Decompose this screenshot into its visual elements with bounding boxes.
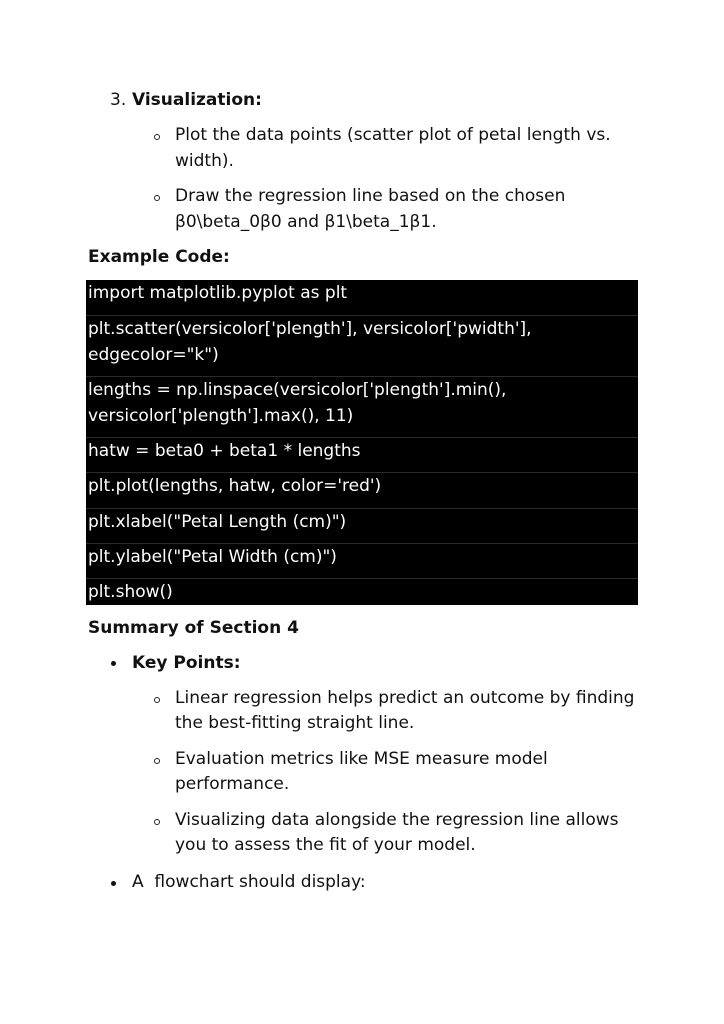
code-line: hatw = beta0 + beta1 * lengths [88, 441, 361, 461]
code-line: edgecolor="k") [88, 345, 219, 365]
visualization-bullet-2-line-2: β0\beta_0β0 and β1\beta_1β1. [175, 212, 437, 232]
key-point-2-line-2: performance. [175, 774, 290, 794]
code-line: lengths = np.linspace(versicolor['plength'].min(), [88, 380, 507, 400]
code-row [86, 543, 638, 579]
summary-heading: Summary of Section 4 [88, 618, 299, 638]
key-point-3-line-2: you to assess the fit of your model. [175, 835, 476, 855]
code-line: plt.show() [88, 582, 173, 602]
code-line: plt.xlabel("Petal Length (cm)") [88, 512, 347, 532]
flowchart-text: A flowchart should display: [132, 872, 366, 892]
code-row [86, 578, 638, 606]
circle-bullet-icon [154, 134, 160, 140]
code-line: import matplotlib.pyplot as plt [88, 283, 348, 303]
circle-bullet-icon [154, 697, 160, 703]
code-row [86, 376, 638, 438]
example-code-heading: Example Code: [88, 247, 230, 267]
code-row [86, 315, 638, 377]
disc-bullet-icon [111, 881, 116, 886]
section-heading: Visualization: [132, 90, 262, 110]
circle-bullet-icon [154, 758, 160, 764]
visualization-bullet-2-line-1: Draw the regression line based on the chosen [175, 186, 566, 206]
code-row [86, 508, 638, 544]
section-number: 3. [110, 90, 127, 110]
circle-bullet-icon [154, 195, 160, 201]
key-point-2-line-1: Evaluation metrics like MSE measure model [175, 749, 548, 769]
code-line: plt.scatter(versicolor['plength'], versicolor['pwidth'], [88, 319, 532, 339]
code-block [86, 280, 638, 605]
visualization-bullet-1-line-2: width). [175, 151, 234, 171]
key-point-1-line-1: Linear regression helps predict an outcome by finding [175, 688, 635, 708]
code-line: versicolor['plength'].max(), 11) [88, 406, 354, 426]
code-line: plt.plot(lengths, hatw, color='red') [88, 476, 382, 496]
code-row [86, 472, 638, 509]
circle-bullet-icon [154, 819, 160, 825]
key-points-label: Key Points: [132, 653, 241, 673]
disc-bullet-icon [111, 661, 116, 666]
code-line: plt.ylabel("Petal Width (cm)") [88, 547, 337, 567]
key-point-3-line-1: Visualizing data alongside the regression line allows [175, 810, 619, 830]
key-point-1-line-2: the best-fitting straight line. [175, 713, 415, 733]
code-row [86, 280, 638, 315]
visualization-bullet-1-line-1: Plot the data points (scatter plot of petal length vs. [175, 125, 611, 145]
code-row [86, 437, 638, 473]
